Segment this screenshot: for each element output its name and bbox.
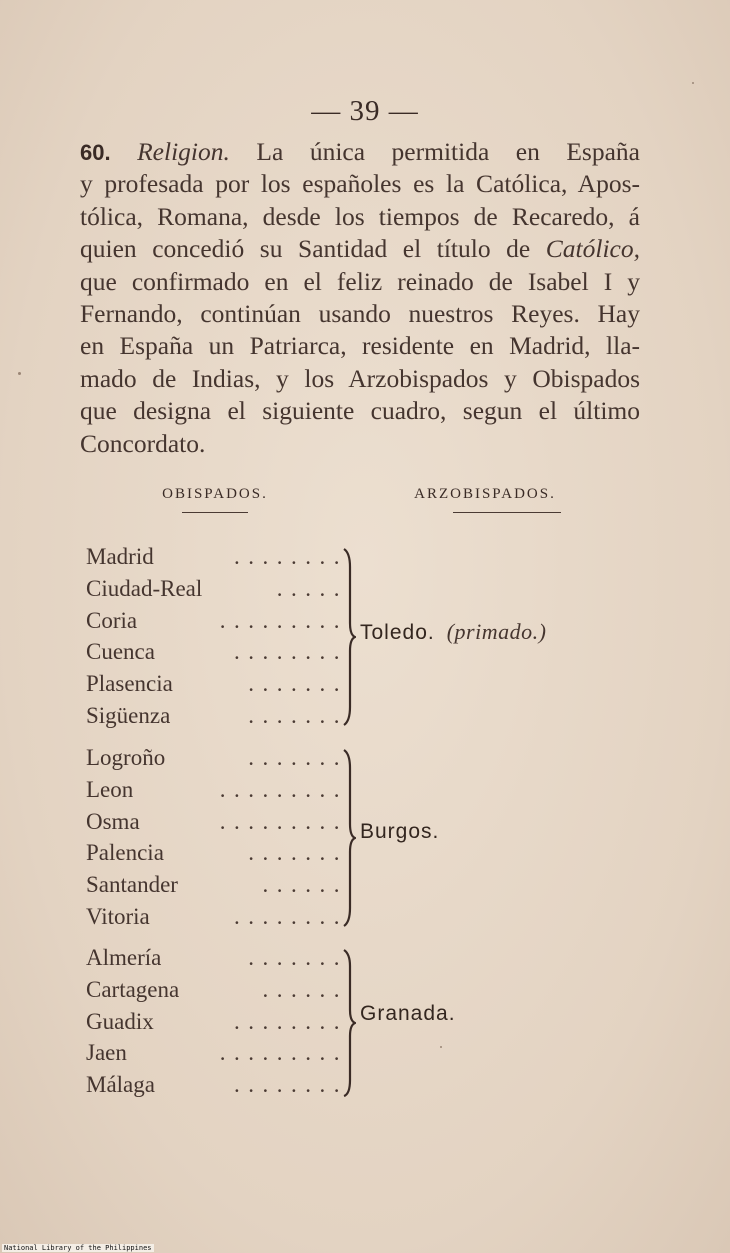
right-brace [342, 748, 356, 928]
paragraph-text: La única permitida en España [256, 137, 640, 166]
right-brace [342, 547, 356, 727]
leader-dots: ....... [248, 671, 348, 697]
diocese-row [86, 774, 646, 806]
leader-dots: ...... [262, 976, 348, 1002]
paragraph-line: Fernando, continúan usando nuestros Reyes. Hay [80, 298, 640, 328]
diocese-row [86, 942, 646, 974]
page-number: — 39 — [311, 95, 419, 127]
leader-dots: ....... [248, 702, 348, 728]
diocese-row [86, 541, 646, 573]
diocese-row [86, 1037, 646, 1069]
library-credit: National Library of the Philippines [4, 1244, 152, 1252]
diocese-name: Jaen [86, 1040, 127, 1066]
leader-dots: ........ [234, 639, 348, 665]
diocese-row [86, 668, 646, 700]
toledo-group [86, 541, 646, 732]
leader-dots: ....... [248, 840, 348, 866]
diocese-name: Cartagena [86, 976, 180, 1002]
diocese-name: Ciudad-Real [86, 575, 203, 601]
diocese-name: Vitoria [86, 903, 150, 929]
diocese-row [86, 1069, 646, 1101]
paragraph-line: y profesada por los españoles es la Católica, Apos- [80, 169, 640, 199]
paragraph-number: 60. [80, 140, 111, 165]
paragraph-line [80, 233, 640, 265]
leader-dots: ...... [262, 872, 348, 898]
leader-dots: ....... [248, 945, 348, 970]
diocese-name: Almería [86, 945, 162, 970]
diocese-name: Santander [86, 872, 178, 898]
granada-group [86, 942, 646, 1101]
archdiocese-label [360, 820, 439, 844]
primado-note: (primado.) [446, 619, 547, 644]
paragraph-line [80, 136, 640, 168]
paper-speck [692, 82, 694, 84]
archdiocese-name: Toledo. [360, 621, 435, 644]
paragraph-line: Concordato. [80, 428, 206, 458]
archdiocese-label [360, 1002, 456, 1026]
leader-dots: ........ [234, 1072, 348, 1098]
paragraph-line: en España un Patriarca, residente en Madrid, lla- [80, 331, 640, 361]
leader-dots: ......... [219, 808, 348, 834]
arzobispados-heading-text: ARZOBISPADOS. [414, 486, 556, 502]
right-brace [342, 948, 356, 1098]
leader-dots: ......... [219, 776, 348, 802]
paragraph-line: que designa el siguiente cuadro, segun el último [80, 396, 640, 426]
religion-paragraph [80, 136, 640, 460]
diocese-name: Leon [86, 776, 134, 802]
catolico-title: Católico, [545, 234, 640, 264]
diocese-row [86, 573, 646, 605]
arzobispados-heading [395, 486, 575, 513]
leader-dots: ........ [234, 1008, 348, 1034]
leader-dots: ......... [219, 607, 348, 633]
paper-speck [440, 1046, 442, 1048]
burgos-group [86, 742, 646, 933]
leader-dots: ....... [248, 745, 348, 770]
diocese-row [86, 974, 646, 1006]
diocese-name: Osma [86, 808, 140, 834]
leader-dots: ......... [219, 1040, 348, 1066]
diocese-row [86, 700, 646, 732]
paragraph-line: mado de Indias, y los Arzobispados y Obispados [80, 363, 640, 393]
paragraph-text: quien concedió su Santidad el título de [80, 234, 546, 264]
diocese-row [86, 869, 646, 901]
diocese-name: Guadix [86, 1008, 154, 1034]
heading-rule [182, 512, 248, 513]
diocese-name: Madrid [86, 544, 154, 569]
diocese-name: Málaga [86, 1072, 155, 1098]
paragraph-line: tólica, Romana, desde los tiempos de Recaredo, á [80, 201, 640, 231]
leader-dots: ........ [234, 544, 348, 569]
leader-dots: ..... [276, 575, 348, 601]
paragraph-line: que confirmado en el feliz reinado de Isabel I y [80, 266, 640, 296]
archdiocese-name: Burgos. [360, 820, 440, 843]
archdiocese-label [360, 619, 546, 645]
diocese-name: Logroño [86, 745, 166, 770]
diocese-name: Coria [86, 607, 138, 633]
leader-dots: ........ [234, 903, 348, 929]
diocese-name: Plasencia [86, 671, 173, 697]
diocese-name: Cuenca [86, 639, 155, 665]
obispados-heading-text: OBISPADOS. [162, 486, 268, 502]
obispados-heading [140, 486, 290, 513]
diocese-row [86, 742, 646, 774]
diocese-row [86, 901, 646, 933]
diocese-name: Palencia [86, 840, 164, 866]
diocese-name: Sigüenza [86, 702, 171, 728]
paragraph-heading: Religion. [137, 137, 230, 166]
heading-rule [453, 512, 561, 513]
archdiocese-name: Granada. [360, 1002, 456, 1025]
paper-speck [18, 372, 21, 375]
